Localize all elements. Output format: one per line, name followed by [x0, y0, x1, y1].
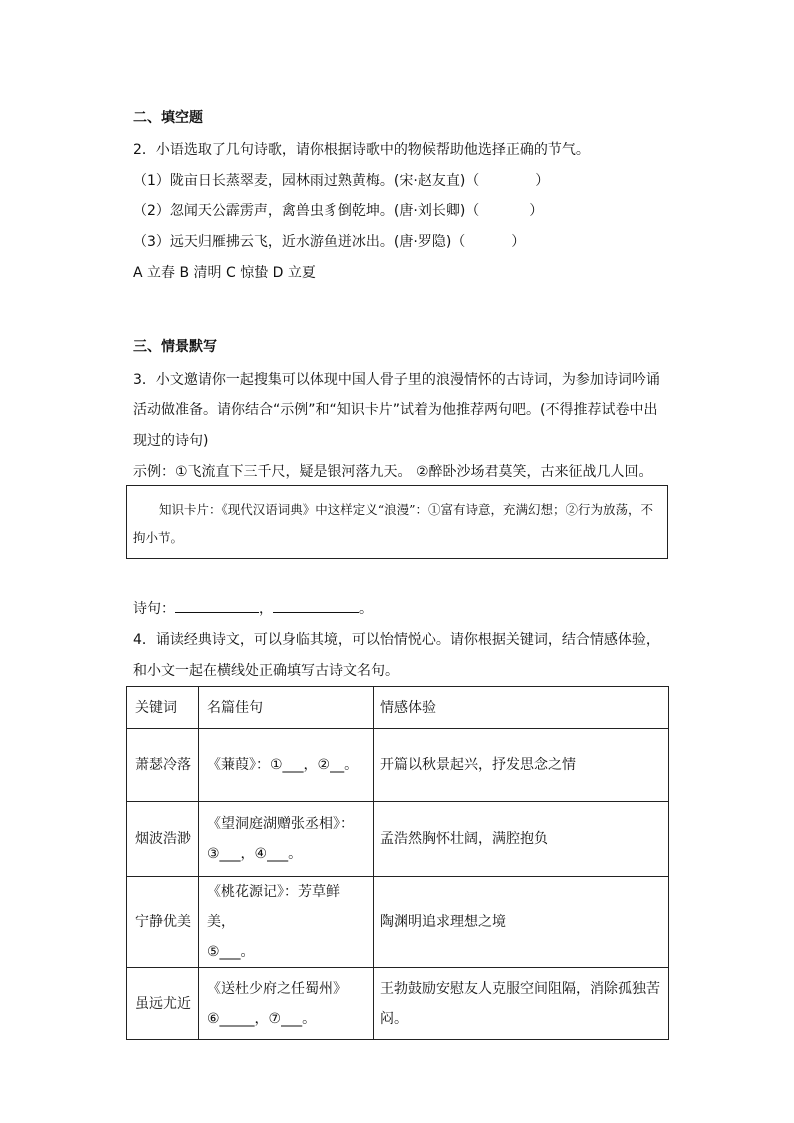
item-text: （1）陇亩日长蒸翠麦，园林雨过熟黄梅。(宋·赵友直)（ — [133, 173, 480, 189]
question-3-example: 示例：①飞流直下三千尺，疑是银河落九天。 ②醉卧沙场君莫笑，古来征战几人回。 — [133, 464, 653, 480]
verse-cell[interactable]: 《蒹葭》：①___，②__。 — [199, 729, 374, 802]
item-text: （2）忽闻天公霹雳声，禽兽虫豸倒乾坤。(唐·刘长卿)（ — [133, 203, 480, 219]
knowledge-card — [126, 485, 668, 559]
question-2-options: A 立春 B 清明 C 惊蛰 D 立夏 — [133, 265, 316, 281]
knowledge-card-text: 知识卡片：《现代汉语词典》中这样定义“浪漫”：①富有诗意，充满幻想；②行为放荡，不拘小节。 — [133, 502, 654, 545]
feeling-cell: 开篇以秋景起兴，抒发思念之情 — [374, 729, 669, 802]
section-heading-fill-blank: 二、填空题 — [133, 110, 203, 126]
table-row — [127, 877, 669, 968]
question-2-item-2: （2）忽闻天公霹雳声，禽兽虫豸倒乾坤。(唐·刘长卿)（ ） — [133, 203, 544, 219]
keyword-cell: 宁静优美 — [127, 877, 199, 968]
keyword-cell: 烟波浩渺 — [127, 802, 199, 877]
question-4-line-2: 和小文一起在横线处正确填写古诗文名句。 — [133, 663, 399, 679]
verse-cell[interactable]: 《望洞庭湖赠张丞相》： ③___，④___。 — [199, 802, 374, 877]
question-3-line-1: 3．小文邀请你一起搜集可以体现中国人骨子里的浪漫情怀的古诗词，为参加诗词吟诵 — [133, 372, 660, 388]
verse-cell[interactable]: 《送杜少府之任蜀州》 ⑥_____，⑦___。 — [199, 968, 374, 1040]
section-heading-scene-writing: 三、情景默写 — [133, 339, 217, 355]
question-2-item-3: （3）远天归雁拂云飞，近水游鱼迸冰出。(唐·罗隐)（ ） — [133, 234, 526, 250]
table-row — [127, 802, 669, 877]
question-3-line-3: 现过的诗句) — [133, 433, 209, 449]
header-verse: 名篇佳句 — [199, 687, 374, 729]
feeling-cell: 王勃鼓励安慰友人克服空间阻隔，消除孤独苦闷。 — [374, 968, 669, 1040]
table-row — [127, 729, 669, 802]
header-keyword: 关键词 — [127, 687, 199, 729]
keyword-cell: 虽远尤近 — [127, 968, 199, 1040]
poem-table — [126, 686, 669, 1040]
answer-blank-2[interactable] — [273, 598, 359, 613]
question-3-answer-line: 诗句： ， 。 — [133, 598, 373, 619]
question-2-item-1: （1）陇亩日长蒸翠麦，园林雨过熟黄梅。(宋·赵友直)（ ） — [133, 173, 550, 189]
header-feeling: 情感体验 — [374, 687, 669, 729]
question-2-stem: 2．小语选取了几句诗歌，请你根据诗歌中的物候帮助他选择正确的节气。 — [133, 142, 590, 158]
table-row — [127, 968, 669, 1040]
answer-label: 诗句： — [133, 601, 175, 617]
question-4-line-1: 4．诵读经典诗文，可以身临其境，可以怡情悦心。请你根据关键词，结合情感体验， — [133, 632, 660, 648]
feeling-cell: 孟浩然胸怀壮阔，满腔抱负 — [374, 802, 669, 877]
verse-cell[interactable]: 《桃花源记》：芳草鲜美， ⑤___。 — [199, 877, 374, 968]
keyword-cell: 萧瑟冷落 — [127, 729, 199, 802]
answer-blank-1[interactable] — [175, 598, 259, 613]
item-text: （3）远天归雁拂云飞，近水游鱼迸冰出。(唐·罗隐)（ — [133, 234, 466, 250]
question-3-line-2: 活动做准备。请你结合“示例”和“知识卡片”试着为他推荐两句吧。(不得推荐试卷中出 — [133, 402, 658, 418]
feeling-cell: 陶渊明追求理想之境 — [374, 877, 669, 968]
table-header-row — [127, 687, 669, 729]
